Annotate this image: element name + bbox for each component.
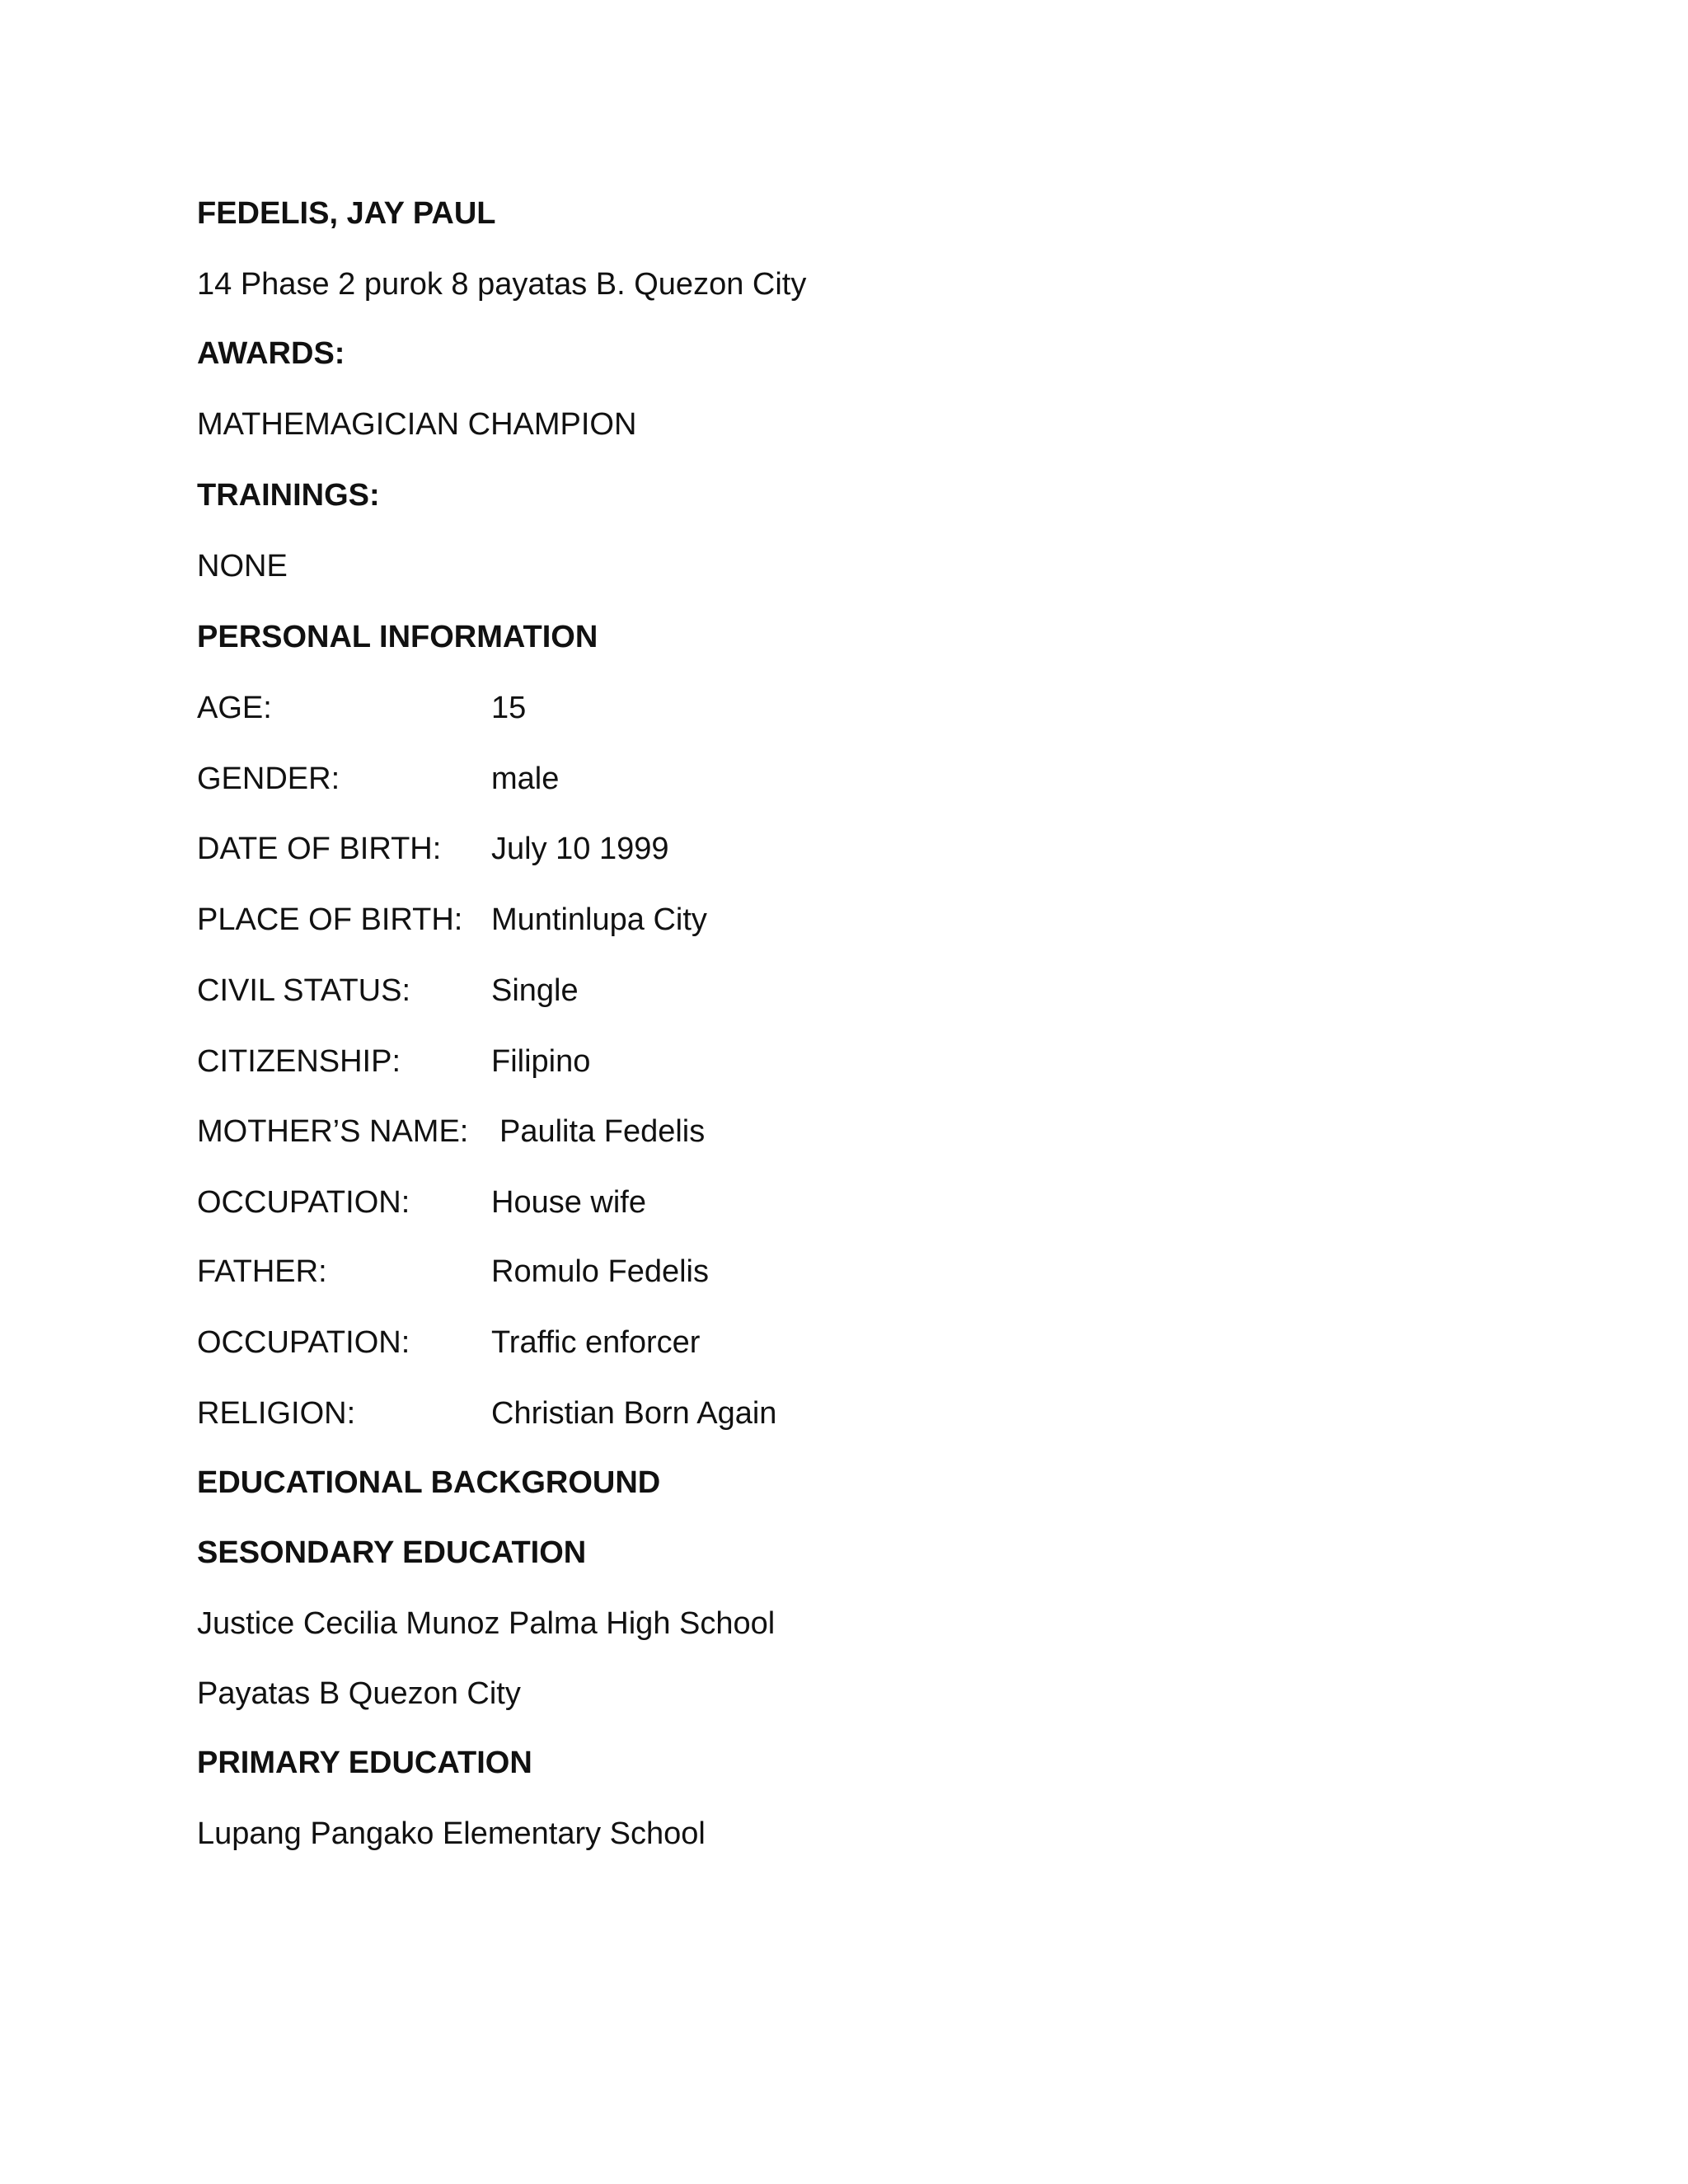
education-heading: EDUCATIONAL BACKGROUND [197, 1465, 661, 1500]
info-row-mothers-name [197, 1113, 705, 1151]
primary-education-heading: PRIMARY EDUCATION [197, 1746, 532, 1780]
info-value: Romulo Fedelis [491, 1254, 709, 1289]
info-label: CITIZENSHIP: [197, 1044, 401, 1079]
primary-school-name: Lupang Pangako Elementary School [197, 1816, 706, 1851]
info-value: Muntinlupa City [491, 902, 707, 937]
info-value: 15 [491, 691, 527, 725]
info-value: Paulita Fedelis [499, 1114, 706, 1149]
awards-heading: AWARDS: [197, 336, 345, 371]
info-row-citizenship [197, 1043, 590, 1080]
info-value: male [491, 762, 560, 796]
info-label: FATHER: [197, 1254, 327, 1289]
info-row-date-of-birth [197, 830, 669, 868]
info-row-age [197, 689, 526, 727]
personal-info-heading: PERSONAL INFORMATION [197, 620, 598, 654]
info-row-mother-occupation [197, 1183, 646, 1221]
info-label: DATE OF BIRTH: [197, 832, 442, 866]
info-label: RELIGION: [197, 1396, 356, 1431]
info-value: July 10 1999 [491, 832, 669, 866]
info-row-place-of-birth [197, 901, 707, 939]
info-row-father-occupation [197, 1324, 700, 1361]
info-row-civil-status [197, 972, 579, 1010]
info-label: MOTHER’S NAME: [197, 1114, 469, 1149]
secondary-school-location: Payatas B Quezon City [197, 1676, 521, 1711]
applicant-name: FEDELIS, JAY PAUL [197, 196, 496, 231]
info-label: OCCUPATION: [197, 1325, 410, 1360]
trainings-value: NONE [197, 549, 288, 583]
info-label: CIVIL STATUS: [197, 973, 411, 1008]
info-value: House wife [491, 1185, 646, 1220]
info-label: PLACE OF BIRTH: [197, 902, 463, 937]
info-row-religion [197, 1394, 776, 1432]
info-label: AGE: [197, 691, 272, 725]
info-label: OCCUPATION: [197, 1185, 410, 1220]
awards-value: MATHEMAGICIAN CHAMPION [197, 407, 637, 442]
info-value: Christian Born Again [491, 1396, 777, 1431]
info-row-father [197, 1253, 709, 1291]
info-value: Traffic enforcer [491, 1325, 701, 1360]
applicant-address: 14 Phase 2 purok 8 payatas B. Quezon City [197, 267, 807, 302]
info-value: Single [491, 973, 579, 1008]
trainings-heading: TRAININGS: [197, 478, 380, 513]
secondary-school-name: Justice Cecilia Munoz Palma High School [197, 1606, 776, 1641]
info-value: Filipino [491, 1044, 591, 1079]
secondary-education-heading: SESONDARY EDUCATION [197, 1535, 587, 1570]
info-row-gender [197, 760, 559, 798]
info-label: GENDER: [197, 762, 340, 796]
